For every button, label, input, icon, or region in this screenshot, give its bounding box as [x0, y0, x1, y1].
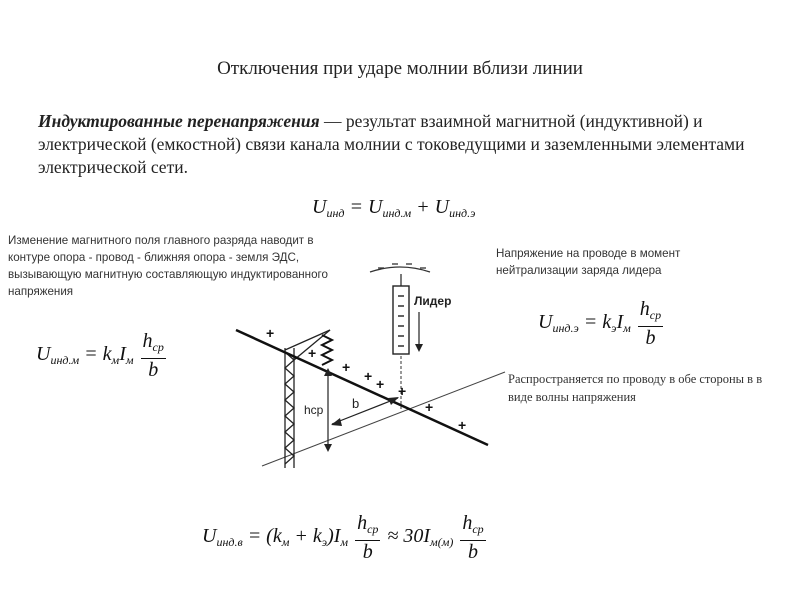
b-label: b — [352, 396, 360, 411]
leader-arrow-head — [415, 344, 423, 352]
cloud — [370, 264, 430, 286]
h-arrow-bottom — [324, 444, 332, 452]
b-arrow-left — [331, 418, 342, 426]
note-magnetic: Изменение магнитного поля главного разряда наводит в контуре опора - провод - ближняя опора - земля ЭДС, вызывающую магнитную составляющую индуктированного напряжения — [8, 234, 328, 298]
plus-sign: + — [376, 376, 385, 392]
plus-sign: + — [364, 368, 373, 384]
intro-term: Индуктированные перенапряжения — [38, 111, 320, 131]
formula-main: $U_{инд} = U_{инд.м} + U_{инд.э}$ — [312, 196, 476, 220]
intro-text: — результат взаимной магнитной (индуктивной) и электрической (емкостной) связи канала молнии с токоведущими и заземленными элементами электрической сети. — [38, 111, 745, 177]
h-label: hср — [304, 403, 324, 417]
plus-sign: + — [425, 399, 434, 415]
note-leader: Напряжение на проводе в момент нейтрализации заряда лидера — [496, 247, 681, 277]
formula-electric: $U_{инд.э} = k_эI_м$ $\frac{h_{ср}}{b}$ — [538, 298, 662, 349]
plus-sign: + — [342, 359, 351, 375]
b-dimension — [332, 398, 398, 424]
plus-sign: + — [308, 345, 317, 361]
formula-total: $U_{инд.в} = (k_м + k_э)I_м$ $\frac{h_{ср}}{b}$ ≈ $30I_{м(м)}$ $\frac{h_{ср}}{b}$ — [202, 512, 484, 563]
formula-magnetic: $U_{инд.м} = k_мI_м$ $\frac{h_{ср}}{b}$ — [36, 330, 164, 381]
note-wave: Распространяется по проводу в обе стороны в в виде волны напряжения — [508, 372, 763, 404]
insulator — [322, 335, 332, 365]
plus-sign: + — [458, 417, 467, 433]
leader-label: Лидер — [414, 294, 452, 308]
plus-sign: + — [398, 383, 407, 399]
plus-charges — [266, 325, 466, 433]
page-title: Отключения при ударе молнии вблизи линии — [217, 58, 583, 79]
plus-sign: + — [266, 325, 275, 341]
